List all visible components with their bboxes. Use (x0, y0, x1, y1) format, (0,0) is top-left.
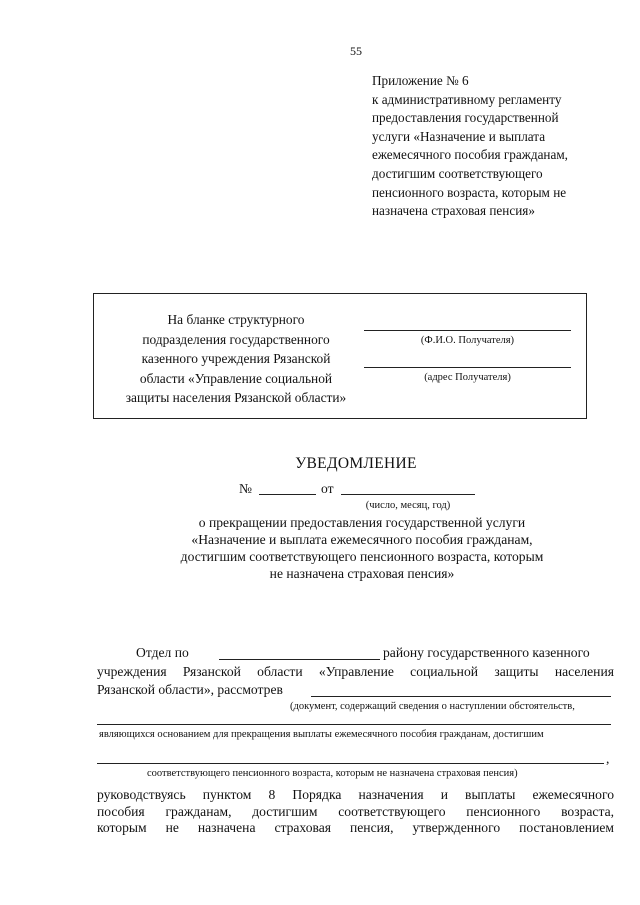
paragraph-line: пособия гражданам, достигшим соответствующего пенсионного возраста, (97, 803, 614, 819)
body-paragraph (97, 787, 614, 837)
subject-line: о прекращении предоставления государственной услуги (198, 515, 526, 530)
notice-subject (93, 514, 631, 582)
document-field-line-2 (97, 724, 611, 725)
appendix-line: услуги «Назначение и выплата (372, 128, 546, 144)
paragraph-line: которым не назначена страховая пенсия, утвержденного постановлением (97, 820, 614, 835)
subject-line: не назначена страховая пенсия» (269, 566, 455, 581)
notice-title: УВЕДОМЛЕНИЕ (295, 455, 417, 472)
dept-prefix: Отдел по (136, 645, 189, 660)
appendix-line: назначена страховая пенсия» (372, 203, 535, 219)
recipient-name-line (364, 330, 571, 331)
date-field-line (341, 494, 475, 495)
appendix-heading (372, 72, 622, 221)
recipient-name-caption: (Ф.И.О. Получателя) (420, 335, 515, 346)
paragraph-line: руководствуясь пунктом 8 Порядка назначения и выплаты ежемесячного (97, 787, 614, 802)
dept-suffix: району государственного казенного (383, 645, 590, 660)
recipient-address-caption: (адрес Получателя) (424, 372, 511, 383)
letterhead-line: На бланке структурного (167, 312, 305, 327)
number-field-line (259, 494, 316, 495)
appendix-line: Приложение № 6 (372, 73, 469, 88)
body-line-2 (97, 664, 614, 681)
appendix-line: к административному регламенту (372, 91, 562, 107)
trailing-comma: , (606, 751, 610, 766)
letterhead-line: подразделения государственного (142, 331, 330, 347)
from-label: от (321, 481, 334, 496)
appendix-line: пенсионного возраста, которым не (372, 184, 567, 200)
page-number: 55 (350, 44, 362, 58)
body-line-3-prefix: Рязанской области», рассмотрев (97, 682, 283, 697)
appendix-line: ежемесячного пособия гражданам, (372, 147, 568, 163)
appendix-line: достигшим соответствующего (372, 165, 543, 181)
letterhead-line: защиты населения Рязанской области» (125, 390, 347, 405)
letterhead-text (115, 310, 357, 408)
district-field-line (219, 659, 380, 660)
letterhead-line: области «Управление социальной (139, 370, 333, 386)
letterhead-line: казенного учреждения Рязанской (141, 351, 331, 366)
date-caption: (число, месяц, год) (365, 500, 451, 511)
subject-line: достигшим соответствующего пенсионного возраста, которым (180, 549, 544, 564)
recipient-address-line (364, 367, 571, 368)
body-text: учреждения Рязанской области «Управление социальной защиты населения (97, 664, 614, 679)
document-caption-1: (документ, содержащий сведения о наступлении обстоятельств, (290, 701, 575, 712)
subject-line: «Назначение и выплата ежемесячного пособия гражданам, (191, 532, 533, 547)
document-caption-2: являющихся основанием для прекращения выплаты ежемесячного пособия гражданам, достигшим (99, 729, 544, 740)
document-caption-3: соответствующего пенсионного возраста, которым не назначена страховая пенсия) (147, 768, 518, 779)
document-field-line-3 (97, 763, 604, 764)
document-field-line (311, 696, 611, 697)
appendix-line: предоставления государственной (372, 110, 559, 126)
number-label: № (239, 481, 252, 496)
